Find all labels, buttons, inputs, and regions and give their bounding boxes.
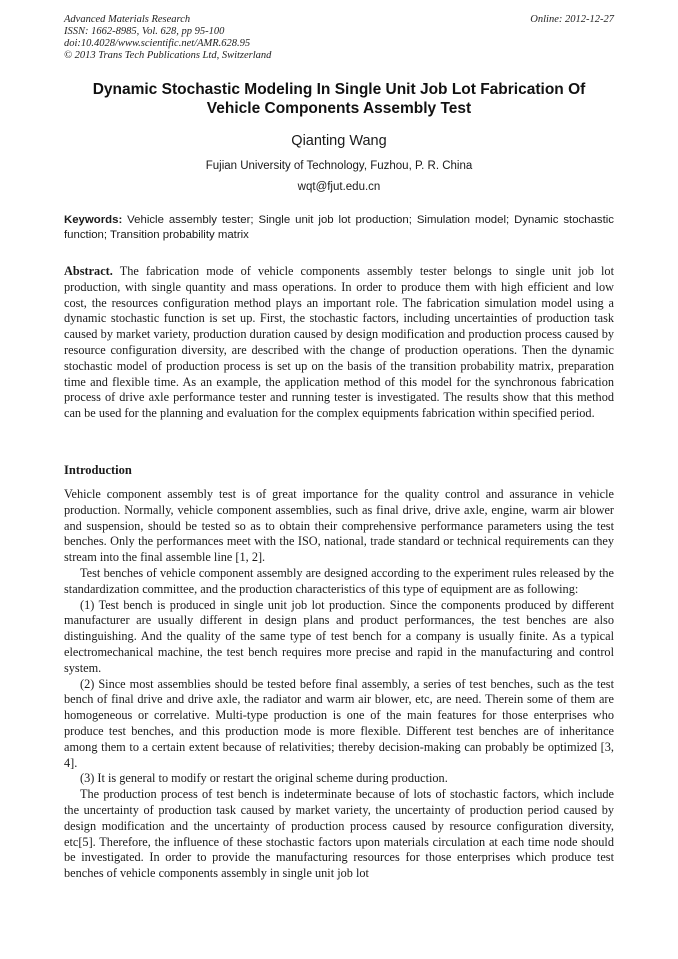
introduction-body [64, 487, 614, 882]
copyright-line: © 2013 Trans Tech Publications Ltd, Switzerland [64, 50, 272, 61]
abstract-text: The fabrication mode of vehicle components assembly tester belongs to single unit job lot production, with single quantity and mass operations. In order to produce them with high efficient and low cost, the resources configuration method plays an important role. The fabrication simulation model using a dynamic stochastic function is set up. First, the stochastic factors, including uncertainties of production task caused by market variety, production duration caused by design modification and production process caused by resource configuration diversity, are described with the change of production operations. Then the dynamic stochastic model of production process is set up on the basis of the transition probability matrix, preparation time and flexible time. As an example, the application method of this model for the synchronous fabrication process of drive axle performance tester and running tester is investigated. The results show that this method can be used for the planning and evaluation for the complex equipments fabrication within specified period. [64, 264, 614, 421]
body-paragraph: (2) Since most assemblies should be tested before final assembly, a series of test benches, such as the test bench of final drive and drive axle, the radiator and warm air blower, etc, are need. Therein some of them are homogeneous or correlative. Multi-type production is one of the main features for those enterprises who produce test benches, and this production mode is more flexible. Different test benches are of inheritance among them to a certain extent because of relativities; thereby decision-making can probably be optimized [3, 4]. [64, 676, 614, 770]
keywords-text: Vehicle assembly tester; Single unit job lot production; Simulation model; Dynamic stochastic function; Transition probability matrix [64, 214, 614, 241]
body-paragraph: Test benches of vehicle component assembly are designed according to the experiment rules released by the standardization committee, and the production characteristics of this type of equipment are as following: [64, 565, 614, 596]
doi-line: doi:10.4028/www.scientific.net/AMR.628.95 [64, 38, 251, 49]
paper-title-line-2: Vehicle Components Assembly Test [206, 100, 472, 117]
body-paragraph: (1) Test bench is produced in single unit job lot production. Since the components produced by different manufacturer are usually different in design plans and product performances, the test benches are also distinguishing. And the quality of the same type of test bench for a company is usually finite. As a typical electromechanical machine, the test bench requires more precise and rapid in the manufacturing and control system. [64, 597, 614, 675]
author-affiliation: Fujian University of Technology, Fuzhou, P. R. China [205, 160, 473, 172]
author-name: Qianting Wang [291, 133, 387, 149]
online-date: Online: 2012-12-27 [530, 14, 614, 25]
issn-line: ISSN: 1662-8985, Vol. 628, pp 95-100 [64, 26, 225, 37]
author-email: wqt@fjut.edu.cn [297, 181, 381, 193]
keywords-block [64, 213, 614, 242]
journal-name: Advanced Materials Research [64, 14, 191, 25]
abstract-block [64, 264, 614, 422]
section-heading-introduction: Introduction [64, 463, 132, 477]
keywords-label: Keywords: [64, 214, 123, 226]
body-paragraph: Vehicle component assembly test is of great importance for the quality control and assurance in vehicle production. Normally, vehicle component assemblies, such as final drive, drive axle, engine, warm air blower and suspension, should be tested so as to obtain their comprehensive performance parameters using the test benches. Only the performances meet with the ISO, national, trade standard or technical requirements can they stream into the final assemble line [1, 2]. [64, 487, 614, 565]
journal-header [64, 14, 614, 62]
body-paragraph: The production process of test bench is indeterminate because of lots of stochastic factors, which include the uncertainty of production task caused by market variety, the uncertainty of production period caused by design modification and the uncertainty of production process caused by resource configuration diversity, etc[5]. Therefore, the influence of these stochastic factors upon materials circulation at each time node should be investigated. In order to provide the manufacturing resources for those enterprises which produce test benches of vehicle components assembly in single unit job lot [64, 787, 614, 881]
body-paragraph: (3) It is general to modify or restart the original scheme during production. [80, 771, 448, 786]
abstract-label: Abstract. [64, 264, 113, 278]
paper-title-line-1: Dynamic Stochastic Modeling In Single Unit Job Lot Fabrication Of [92, 81, 586, 98]
paper-title [64, 80, 614, 118]
